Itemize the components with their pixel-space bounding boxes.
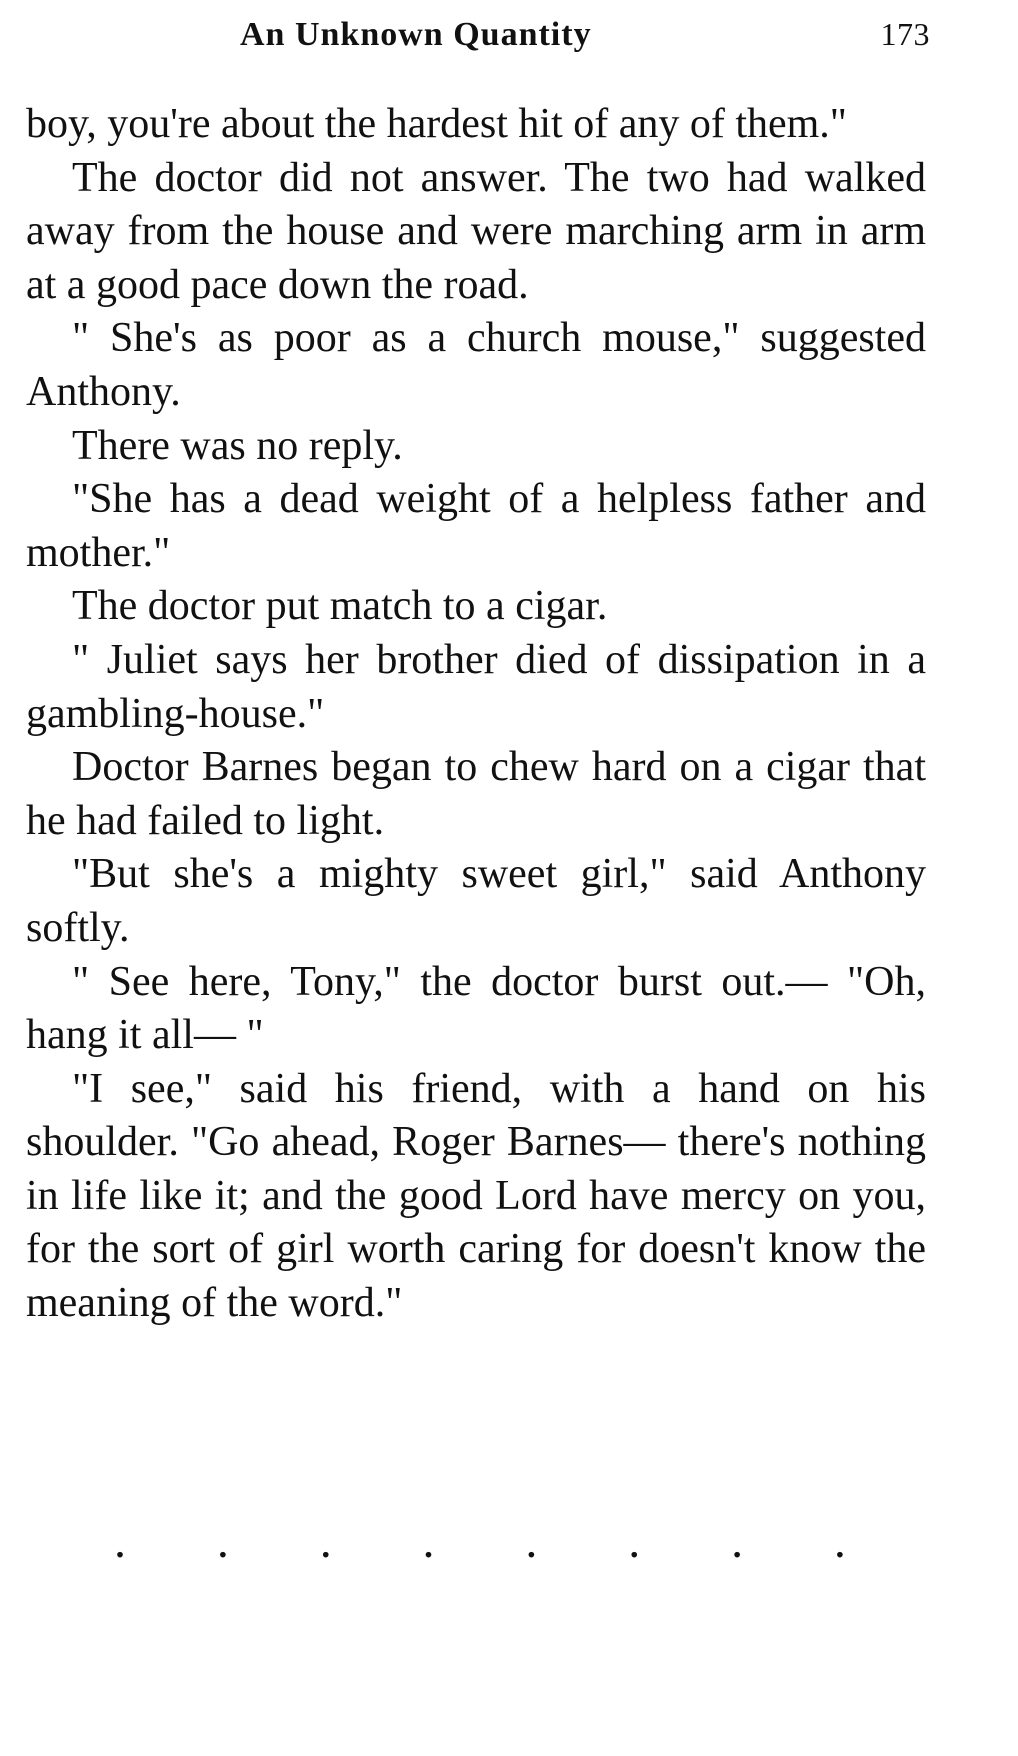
paragraph: boy, you're about the hardest hit of any of them." (26, 101, 847, 147)
paragraph: " Juliet says her brother died of dissipation in a gambling-house." (26, 636, 926, 737)
section-break-dot: . (319, 1515, 332, 1568)
chapter-title: An Unknown Quantity (240, 16, 592, 53)
section-break-dot: . (731, 1515, 744, 1568)
paragraph: There was no reply. (72, 422, 403, 469)
page-number: 173 (880, 16, 930, 52)
paragraph: "She has a dead weight of a helpless father and mother." (26, 476, 926, 576)
paragraph: " She's as poor as a church mouse," suggested Anthony. (26, 315, 926, 415)
section-break-dot: . (422, 1515, 435, 1568)
running-header (240, 16, 930, 66)
section-break-dot: . (833, 1515, 846, 1568)
paragraph: "I see," said his friend, with a hand on his shoulder. "Go ahead, Roger Barnes— there's nothing in life like it; and the good Lord have mercy on you, for the sort of girl worth caring for doesn't know the meaning of the word." (26, 1065, 926, 1327)
section-break (110, 1515, 850, 1568)
section-break-dot: . (525, 1515, 538, 1568)
paragraph: Doctor Barnes began to chew hard on a cigar that he had failed to light. (26, 744, 926, 844)
section-break-dot: . (628, 1515, 641, 1568)
body-text (26, 98, 926, 1331)
paragraph: The doctor did not answer. The two had walked away from the house and were marching arm in arm at a good pace down the road. (26, 154, 926, 308)
section-break-dot: . (114, 1515, 126, 1568)
section-break-dot: . (216, 1515, 229, 1568)
paragraph: "But she's a mighty sweet girl," said Anthony softly. (26, 851, 926, 951)
paragraph: " See here, Tony," the doctor burst out.— "Oh, hang it all— " (26, 958, 926, 1059)
paragraph: The doctor put match to a cigar. (72, 583, 608, 630)
